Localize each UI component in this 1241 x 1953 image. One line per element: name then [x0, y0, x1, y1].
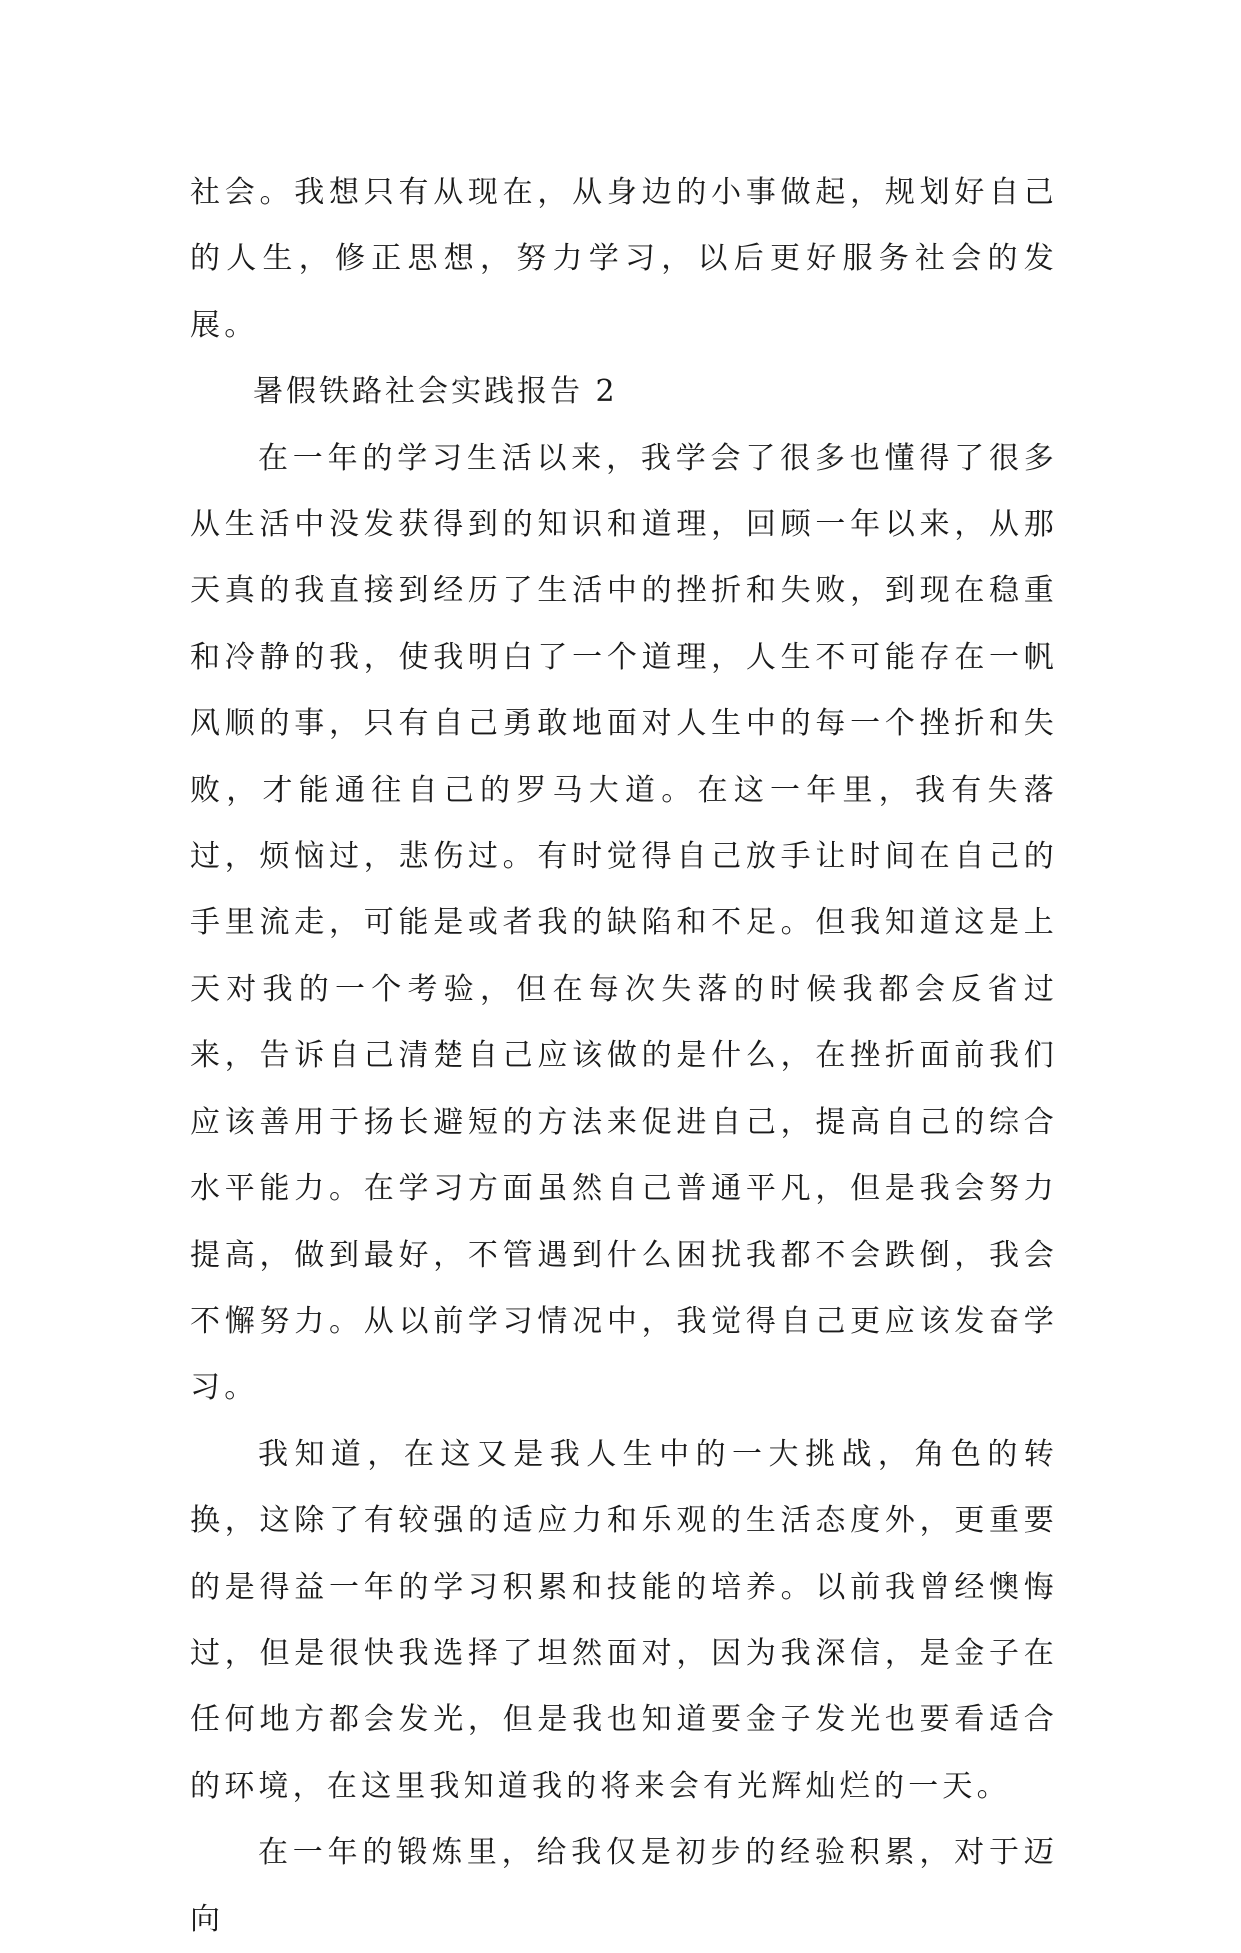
section-heading: 暑假铁路社会实践报告 2 [253, 374, 618, 410]
document-body [190, 160, 1058, 1953]
paragraph-continuation: 社会。我想只有从现在，从身边的小事做起，规划好自己的人生，修正思想，努力学习，以后更好服务社会的发展。 [190, 175, 1058, 343]
paragraph: 我知道，在这又是我人生中的一大挑战，角色的转换，这除了有较强的适应力和乐观的生活态度外，更重要的是得益一年的学习积累和技能的培养。以前我曾经懊悔过，但是很快我选择了坦然面对，因为我深信，是金子在任何地方都会发光，但是我也知道要金子发光也要看适合的环境，在这里我知道我的将来会有光辉灿烂的一天。 [190, 1436, 1058, 1804]
paragraph: 在一年的锻炼里，给我仅是初步的经验积累，对于迈向 [190, 1835, 1058, 1937]
paragraph: 在一年的学习生活以来，我学会了很多也懂得了很多从生活中没发获得到的知识和道理，回顾一年以来，从那天真的我直接到经历了生活中的挫折和失败，到现在稳重和冷静的我，使我明白了一个道理，人生不可能存在一帆风顺的事，只有自己勇敢地面对人生中的每一个挫折和失败，才能通往自己的罗马大道。在这一年里，我有失落过，烦恼过，悲伤过。有时觉得自己放手让时间在自己的手里流走，可能是或者我的缺陷和不足。但我知道这是上天对我的一个考验，但在每次失落的时候我都会反省过来，告诉自己清楚自己应该做的是什么，在挫折面前我们应该善用于扬长避短的方法来促进自己，提高自己的综合水平能力。在学习方面虽然自己普通平凡，但是我会努力提高，做到最好，不管遇到什么困扰我都不会跌倒，我会不懈努力。从以前学习情况中，我觉得自己更应该发奋学习。 [190, 440, 1058, 1406]
